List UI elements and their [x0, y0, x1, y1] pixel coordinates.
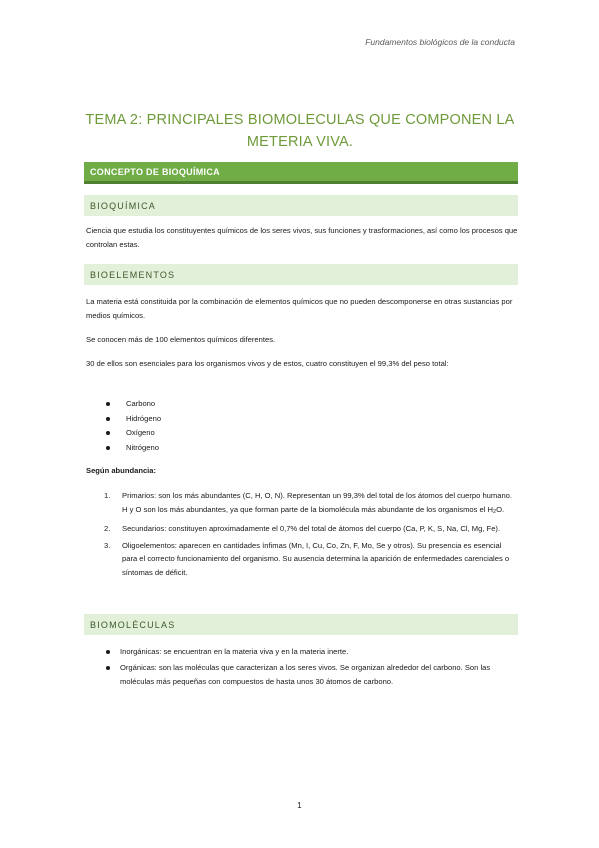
bioelementos-paragraph-1: La materia está constituida por la combinación de elementos químicos que no pueden descomponerse en otras sustancias por medios químicos.: [86, 297, 513, 320]
subheading-bioelementos: BIOELEMENTOS: [84, 264, 518, 285]
list-item: Inorgánicas: se encuentran en la materia viva y en la materia inerte.: [106, 645, 518, 659]
bullet-icon: [106, 666, 110, 670]
biomoleculas-list: [106, 645, 518, 691]
elements-list: [106, 397, 161, 455]
bullet-icon: [106, 431, 110, 435]
list-item: Hidrógeno: [106, 412, 161, 427]
abundance-label: Según abundancia:: [86, 466, 157, 475]
subheading-bioquimica: BIOQUÍMICA: [84, 195, 518, 216]
list-item: 1. Primarios: son los más abundantes (C, H, O, N). Representan un 99,3% del total de los átomos del cuerpo humano. H y O son los más abundantes, ya que forman parte de la biomolécula más abundante de los organismos el $H_2O$.: [104, 491, 513, 515]
bullet-icon: [106, 402, 110, 406]
title-line-1: TEMA 2: PRINCIPALES BIOMOLECULAS QUE COMPONEN LA: [85, 112, 515, 128]
bullet-icon: [106, 650, 110, 654]
bioelementos-paragraph-3: 30 de ellos son esenciales para los organismos vivos y de estos, cuatro constituyen el 99,3% del peso total:: [86, 359, 449, 368]
running-header: Fundamentos biológicos de la conducta: [365, 37, 515, 47]
section-heading-concepto: CONCEPTO DE BIOQUÍMICA: [84, 162, 518, 184]
bioelementos-paragraph-2: Se conocen más de 100 elementos químicos diferentes.: [86, 335, 276, 344]
page-number: 1: [297, 801, 302, 810]
document-title: [80, 109, 520, 153]
abundance-list: [104, 489, 518, 582]
list-item: 3. Oligoelementos: aparecen en cantidades ínfimas (Mn, I, Cu, Co, Zn, F, Mo, Se y otros). Su presencia es esencial para el correcto funcionamiento del organismo. Su ausencia determina la aparición de enfermedades carenciales o síntomas de déficit.: [104, 540, 510, 577]
list-item: Orgánicas: son las moléculas que caracterizan a los seres vivos. Se organizan alrededor del carbono. Son las moléculas más pequeñas con compuestos de hasta unos 30 átomos de carbono.: [106, 661, 518, 689]
subheading-biomoleculas: BIOMOLÉCULAS: [84, 614, 518, 635]
bullet-icon: [106, 446, 110, 450]
bullet-icon: [106, 417, 110, 421]
list-item: Nitrógeno: [106, 441, 161, 456]
bioquimica-definition: Ciencia que estudia los constituyentes químicos de los seres vivos, sus funciones y trasformaciones, así como los procesos que controlan estas.: [86, 226, 518, 249]
list-item: 2. Secundarios: constituyen aproximadamente el 0,7% del total de átomos del cuerpo (Ca, P, K, S, Na, Cl, Mg, Fe).: [104, 524, 501, 533]
title-line-2: METERIA VIVA.: [246, 134, 354, 150]
list-item: Carbono: [106, 397, 161, 412]
list-item: Oxígeno: [106, 426, 161, 441]
